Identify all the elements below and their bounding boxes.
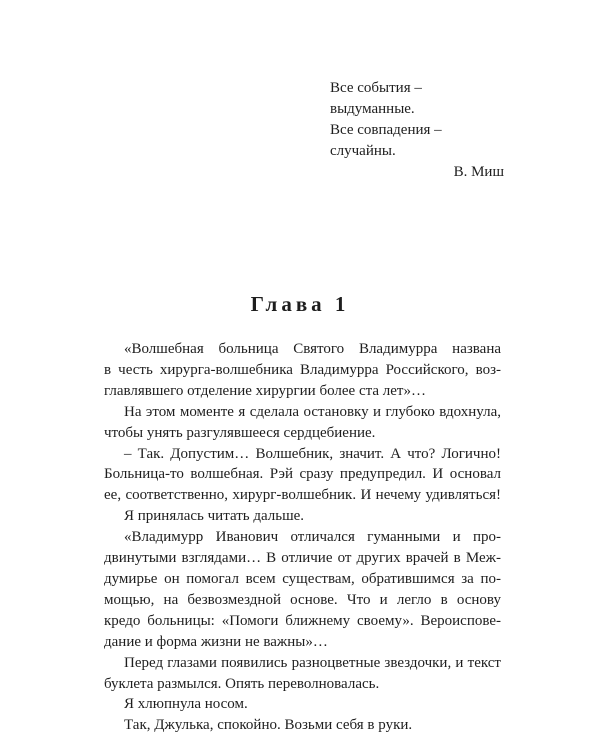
- text-line: Я хлюпнула носом.: [124, 696, 248, 713]
- text-line: Так, Джулька, спокойно. Возьми себя в руки.: [124, 717, 413, 734]
- text-line: двинутыми взглядами… В отличие от других врачей в Меж-: [104, 550, 501, 567]
- text-line: ее, соответственно, хирург-волшебник. И нечему удивляться!: [104, 487, 501, 504]
- text-line: мощью, на безвозмездной основе. Что и легло в основу: [104, 591, 501, 608]
- text-line: – Так. Допустим… Волшебник, значит. А что? Логично!: [124, 445, 501, 462]
- text-line: главлявшего отделение хирургии более ста лет»…: [104, 382, 426, 399]
- chapter-title: Глава 1: [250, 292, 350, 316]
- paragraph: [104, 694, 501, 715]
- paragraph: [104, 527, 501, 652]
- epigraph: [244, 78, 504, 183]
- epigraph-author: В. Миш: [453, 164, 504, 180]
- text-line: дание и форма жизни не важны»…: [104, 633, 328, 650]
- paragraph: [104, 715, 501, 736]
- paragraph: [104, 506, 501, 527]
- text-line: На этом моменте я сделала остановку и глубоко вдохнула,: [124, 403, 501, 420]
- paragraph: [104, 444, 501, 507]
- text-line: чтобы унять разгулявшееся сердцебиение.: [104, 424, 376, 441]
- text-line: кредо больницы: «Помоги ближнему своему». Вероиспове-: [104, 612, 501, 629]
- text-line: «Волшебная больница Святого Владимурра названа: [124, 341, 501, 357]
- text-line: Я принялась читать дальше.: [124, 508, 305, 525]
- paragraph: [104, 339, 501, 402]
- text-line: Перед глазами появились разноцветные звездочки, и текст: [124, 654, 501, 671]
- chapter-body: [104, 339, 501, 736]
- text-line: в честь хирурга-волшебника Владимурра Российского, воз-: [104, 361, 501, 378]
- text-line: Больница-то волшебная. Рэй сразу предупредил. И основал: [104, 466, 501, 483]
- epigraph-line: Все совпадения – случайны.: [330, 122, 442, 159]
- text-line: «Владимурр Иванович отличался гуманными и про-: [124, 529, 501, 546]
- text-line: буклета размылся. Опять переволновалась.: [104, 675, 380, 692]
- paragraph: [104, 653, 501, 695]
- text-line: думирье он помогал всем существам, обратившимся за по-: [104, 570, 501, 587]
- epigraph-line: Все события – выдуманные.: [330, 80, 422, 117]
- paragraph: [104, 402, 501, 444]
